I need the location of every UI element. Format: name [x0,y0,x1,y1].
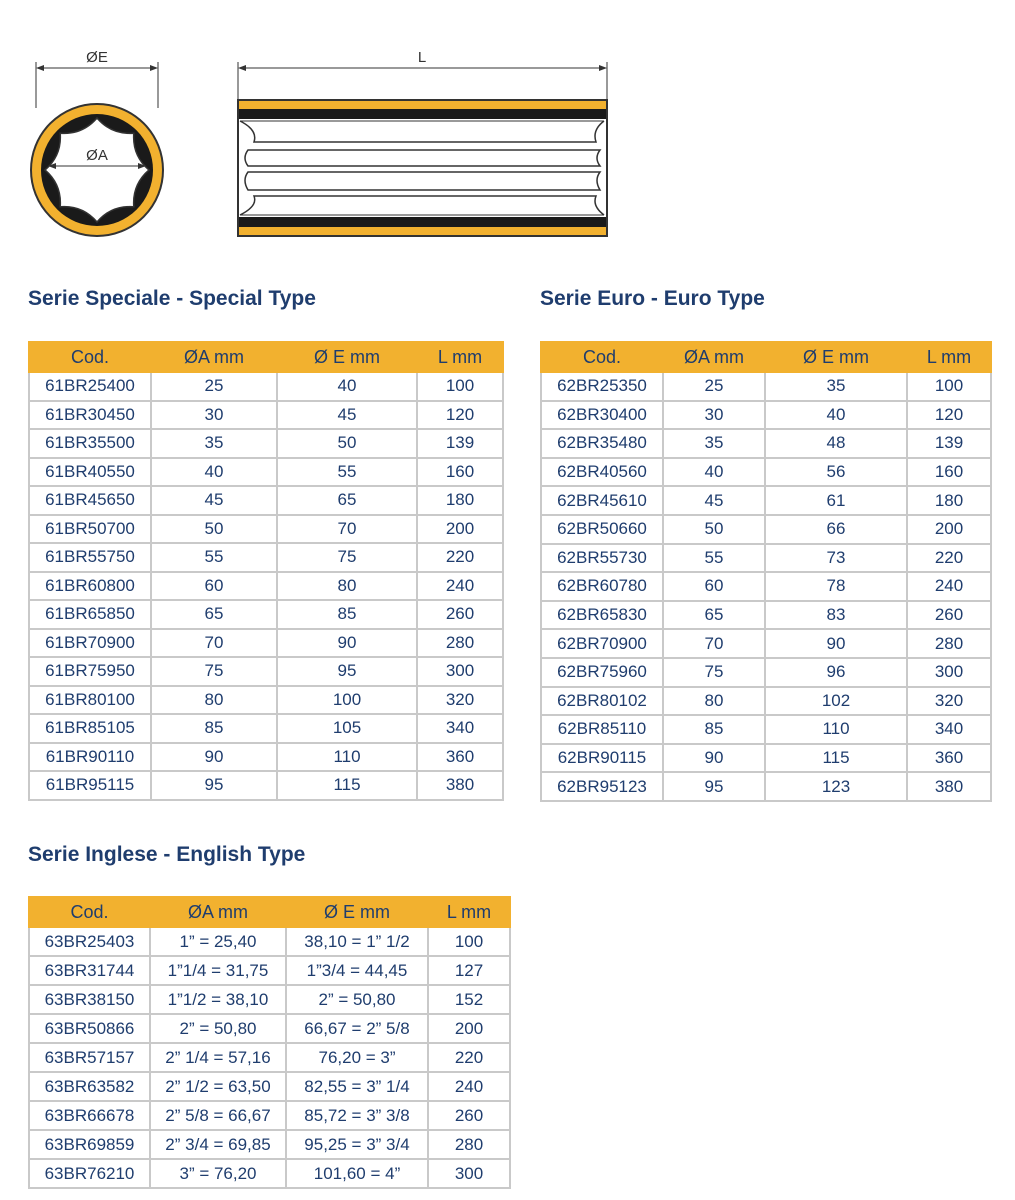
english-series-table [28,896,511,1189]
cell-diameter-e: 110 [277,743,417,772]
cell-diameter-a: 85 [663,715,765,744]
table-row [541,372,991,401]
special-table-body [29,372,503,800]
cell-length: 320 [417,686,503,715]
cell-diameter-a: 95 [663,772,765,801]
cell-cod: 61BR60800 [29,572,151,601]
cell-cod: 63BR76210 [29,1159,150,1188]
cell-diameter-e: 55 [277,458,417,487]
cell-diameter-e: 1”3/4 = 44,45 [286,956,428,985]
cell-diameter-a: 60 [663,572,765,601]
cell-length: 200 [428,1014,510,1043]
cell-cod: 61BR45650 [29,486,151,515]
cell-cod: 62BR70900 [541,629,663,658]
table-row [29,600,503,629]
table-row [541,515,991,544]
cell-cod: 61BR40550 [29,458,151,487]
cell-length: 139 [417,429,503,458]
cell-cod: 63BR63582 [29,1072,150,1101]
cell-length: 220 [417,543,503,572]
cell-cod: 62BR65830 [541,601,663,630]
cell-diameter-a: 35 [663,429,765,458]
cell-diameter-a: 2” 5/8 = 66,67 [150,1101,286,1130]
cell-cod: 62BR40560 [541,458,663,487]
cell-diameter-a: 55 [151,543,277,572]
cell-cod: 63BR66678 [29,1101,150,1130]
cell-diameter-e: 35 [765,372,907,401]
table-row [29,401,503,430]
english-series-title: Serie Inglese - English Type [28,843,306,866]
cell-diameter-a: 80 [151,686,277,715]
cell-diameter-a: 1”1/4 = 31,75 [150,956,286,985]
cell-diameter-a: 70 [663,629,765,658]
cell-length: 100 [417,372,503,401]
cell-diameter-e: 61 [765,486,907,515]
header-cod: Cod. [541,342,663,372]
cell-length: 280 [417,629,503,658]
cell-diameter-e: 65 [277,486,417,515]
table-row [541,772,991,801]
cell-length: 100 [428,927,510,956]
table-row [29,1130,510,1159]
table-row [29,515,503,544]
header-length: L mm [907,342,991,372]
cell-cod: 61BR50700 [29,515,151,544]
euro-series-title: Serie Euro - Euro Type [540,287,765,310]
cell-diameter-e: 123 [765,772,907,801]
cell-cod: 63BR25403 [29,927,150,956]
table-header-row [29,342,503,372]
cell-length: 160 [417,458,503,487]
table-row [29,985,510,1014]
cell-diameter-e: 115 [277,771,417,800]
header-diameter-e: Ø E mm [765,342,907,372]
table-row [29,743,503,772]
table-row [541,458,991,487]
cell-cod: 61BR75950 [29,657,151,686]
table-row [541,572,991,601]
cell-length: 127 [428,956,510,985]
cell-cod: 62BR90115 [541,744,663,773]
special-series-table [28,341,504,801]
cell-length: 200 [907,515,991,544]
table-row [29,1159,510,1188]
cell-cod: 63BR69859 [29,1130,150,1159]
table-header-row [29,897,510,927]
euro-table-body [541,372,991,801]
cell-cod: 61BR80100 [29,686,151,715]
cell-cod: 62BR45610 [541,486,663,515]
cell-diameter-a: 90 [663,744,765,773]
header-cod: Cod. [29,342,151,372]
cell-cod: 61BR30450 [29,401,151,430]
cell-diameter-a: 60 [151,572,277,601]
cell-diameter-e: 102 [765,687,907,716]
table-row [541,658,991,687]
table-row [541,544,991,573]
cell-length: 300 [428,1159,510,1188]
cell-diameter-e: 110 [765,715,907,744]
cell-diameter-a: 30 [151,401,277,430]
header-diameter-a: ØA mm [150,897,286,927]
cell-diameter-e: 90 [277,629,417,658]
cell-length: 260 [907,601,991,630]
cell-diameter-a: 50 [663,515,765,544]
header-length: L mm [428,897,510,927]
table-row [29,372,503,401]
english-table-body [29,927,510,1188]
cell-diameter-e: 73 [765,544,907,573]
cell-length: 120 [907,401,991,430]
cell-cod: 62BR80102 [541,687,663,716]
table-row [29,927,510,956]
cell-cod: 62BR35480 [541,429,663,458]
cell-length: 260 [417,600,503,629]
cell-cod: 61BR55750 [29,543,151,572]
cell-length: 320 [907,687,991,716]
cell-length: 360 [417,743,503,772]
cell-cod: 62BR75960 [541,658,663,687]
table-row [541,715,991,744]
header-diameter-a: ØA mm [663,342,765,372]
cell-cod: 62BR60780 [541,572,663,601]
table-row [29,1043,510,1072]
cell-length: 380 [417,771,503,800]
side-view-drawing [238,49,607,236]
header-diameter-e: Ø E mm [286,897,428,927]
cell-length: 220 [428,1043,510,1072]
label-diameter-e: ØE [86,49,108,66]
cell-diameter-a: 40 [151,458,277,487]
cell-diameter-e: 48 [765,429,907,458]
cell-cod: 63BR57157 [29,1043,150,1072]
cell-length: 152 [428,985,510,1014]
cell-diameter-e: 115 [765,744,907,773]
cell-diameter-e: 75 [277,543,417,572]
cell-diameter-e: 90 [765,629,907,658]
cell-diameter-a: 75 [663,658,765,687]
cell-diameter-a: 25 [151,372,277,401]
cell-diameter-a: 1” = 25,40 [150,927,286,956]
cell-length: 220 [907,544,991,573]
cell-cod: 61BR70900 [29,629,151,658]
technical-drawings [0,0,1015,260]
cell-diameter-a: 30 [663,401,765,430]
cell-diameter-a: 2” 1/2 = 63,50 [150,1072,286,1101]
table-row [29,714,503,743]
cell-diameter-e: 85,72 = 3” 3/8 [286,1101,428,1130]
cell-diameter-e: 82,55 = 3” 1/4 [286,1072,428,1101]
cell-diameter-a: 3” = 76,20 [150,1159,286,1188]
cell-diameter-a: 1”1/2 = 38,10 [150,985,286,1014]
cell-length: 180 [417,486,503,515]
cell-cod: 62BR30400 [541,401,663,430]
cell-diameter-a: 90 [151,743,277,772]
cell-diameter-a: 35 [151,429,277,458]
cell-diameter-e: 2” = 50,80 [286,985,428,1014]
cell-cod: 61BR90110 [29,743,151,772]
cell-cod: 63BR50866 [29,1014,150,1043]
cell-length: 280 [907,629,991,658]
cell-diameter-e: 96 [765,658,907,687]
cell-length: 340 [417,714,503,743]
cell-length: 380 [907,772,991,801]
table-row [29,657,503,686]
cell-length: 300 [907,658,991,687]
cell-cod: 62BR95123 [541,772,663,801]
cell-diameter-a: 65 [663,601,765,630]
cell-length: 260 [428,1101,510,1130]
cell-diameter-a: 25 [663,372,765,401]
cell-cod: 62BR50660 [541,515,663,544]
table-row [29,956,510,985]
cell-diameter-a: 40 [663,458,765,487]
table-row [541,744,991,773]
cell-cod: 62BR55730 [541,544,663,573]
cell-diameter-e: 66 [765,515,907,544]
cell-diameter-a: 2” 1/4 = 57,16 [150,1043,286,1072]
cell-cod: 61BR95115 [29,771,151,800]
euro-series-table [540,341,992,802]
table-row [541,687,991,716]
table-row [29,1014,510,1043]
cross-section-drawing [31,49,163,236]
table-row [29,1101,510,1130]
cell-diameter-e: 45 [277,401,417,430]
cell-cod: 61BR25400 [29,372,151,401]
table-row [29,572,503,601]
cell-length: 160 [907,458,991,487]
table-row [541,486,991,515]
table-row [541,601,991,630]
label-length: L [417,49,427,66]
table-row [29,458,503,487]
table-row [29,629,503,658]
cell-cod: 63BR38150 [29,985,150,1014]
cell-diameter-e: 85 [277,600,417,629]
cell-diameter-e: 95 [277,657,417,686]
cell-length: 300 [417,657,503,686]
table-row [541,629,991,658]
cell-length: 120 [417,401,503,430]
cell-length: 100 [907,372,991,401]
cell-length: 240 [907,572,991,601]
cell-diameter-e: 50 [277,429,417,458]
cell-diameter-e: 83 [765,601,907,630]
cell-diameter-a: 50 [151,515,277,544]
cell-diameter-e: 40 [765,401,907,430]
header-diameter-e: Ø E mm [277,342,417,372]
cell-diameter-e: 56 [765,458,907,487]
cell-diameter-e: 80 [277,572,417,601]
cell-cod: 61BR35500 [29,429,151,458]
cell-diameter-a: 2” = 50,80 [150,1014,286,1043]
header-diameter-a: ØA mm [151,342,277,372]
header-length: L mm [417,342,503,372]
table-row [29,771,503,800]
cell-diameter-a: 95 [151,771,277,800]
table-row [541,401,991,430]
cell-length: 139 [907,429,991,458]
cell-cod: 61BR85105 [29,714,151,743]
cell-diameter-a: 65 [151,600,277,629]
cell-diameter-e: 100 [277,686,417,715]
cell-length: 340 [907,715,991,744]
special-series-title: Serie Speciale - Special Type [28,287,316,310]
cell-diameter-a: 80 [663,687,765,716]
cell-diameter-e: 38,10 = 1” 1/2 [286,927,428,956]
cell-diameter-e: 70 [277,515,417,544]
label-diameter-a: ØA [86,147,108,164]
cell-diameter-a: 75 [151,657,277,686]
cell-diameter-e: 95,25 = 3” 3/4 [286,1130,428,1159]
cell-length: 240 [417,572,503,601]
cell-cod: 63BR31744 [29,956,150,985]
cell-diameter-a: 70 [151,629,277,658]
table-row [29,543,503,572]
table-row [29,1072,510,1101]
cell-diameter-a: 85 [151,714,277,743]
table-header-row [541,342,991,372]
cell-length: 200 [417,515,503,544]
cell-diameter-a: 45 [151,486,277,515]
cell-diameter-e: 101,60 = 4” [286,1159,428,1188]
cell-cod: 62BR25350 [541,372,663,401]
profile-lobes [45,118,149,222]
cell-diameter-e: 66,67 = 2” 5/8 [286,1014,428,1043]
table-row [29,686,503,715]
cell-diameter-e: 40 [277,372,417,401]
table-row [29,486,503,515]
cell-diameter-e: 76,20 = 3” [286,1043,428,1072]
cell-diameter-a: 2” 3/4 = 69,85 [150,1130,286,1159]
cell-length: 280 [428,1130,510,1159]
header-cod: Cod. [29,897,150,927]
cell-diameter-e: 105 [277,714,417,743]
cell-cod: 62BR85110 [541,715,663,744]
cell-length: 360 [907,744,991,773]
cell-diameter-a: 55 [663,544,765,573]
cell-length: 240 [428,1072,510,1101]
cell-diameter-a: 45 [663,486,765,515]
cell-length: 180 [907,486,991,515]
cell-diameter-e: 78 [765,572,907,601]
table-row [29,429,503,458]
table-row [541,429,991,458]
cell-cod: 61BR65850 [29,600,151,629]
